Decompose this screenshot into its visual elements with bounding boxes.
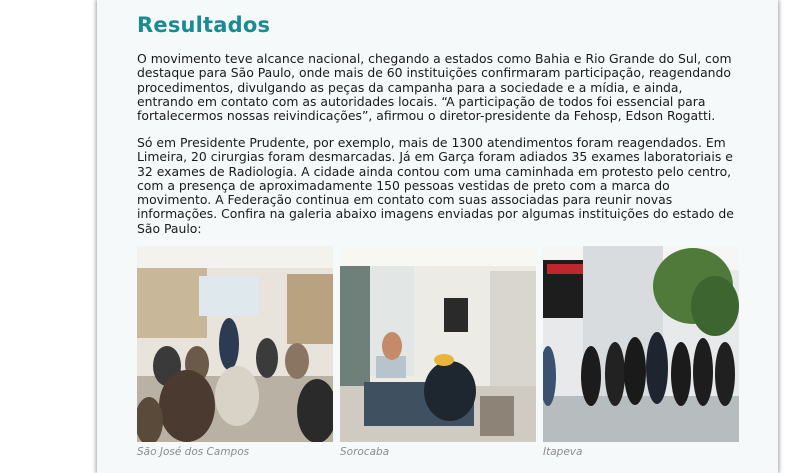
section-heading: Resultados [137,13,271,37]
paragraph-2: Só em Presidente Prudente, por exemplo, mais de 1300 atendimentos foram reagendados. Em Limeira, 20 cirurgias foram desmarcadas. Já em Garça foram adiados 35 exames laboratoriais e 32 exames de Radiologia. A cidade ainda contou com uma caminhada em protesto pelo centro, com a presença de aproximadamente 150 pessoas vestidas de preto com a marca do movimento. A Federação continua em contato com suas associadas para reunir novas informações. Confira na galeria abaixo imagens enviadas por algumas instituições do estado de São Paulo: [137,135,734,236]
photo-caption: Itapeva [543,446,583,458]
gallery-photo-2[interactable] [340,246,536,442]
gallery-photo-1[interactable] [137,246,333,442]
gallery-photo-3[interactable] [543,246,739,442]
photo-caption: São José dos Campos [137,446,250,458]
photo-caption: Sorocaba [340,446,390,458]
paragraph-1: O movimento teve alcance nacional, chegando a estados como Bahia e Rio Grande do Sul, com destaque para São Paulo, onde mais de 60 instituições confirmaram participação, reagendando procedimentos, divulgando as peças da campanha para a sociedade e a mídia, e ainda, entrando em contato com as autoridades locais. “A participação de todos foi essencial para fortalecermos nossas reivindicações”, afirmou o diretor-presidente da Fehosp, Edson Rogatti. [137,51,732,124]
